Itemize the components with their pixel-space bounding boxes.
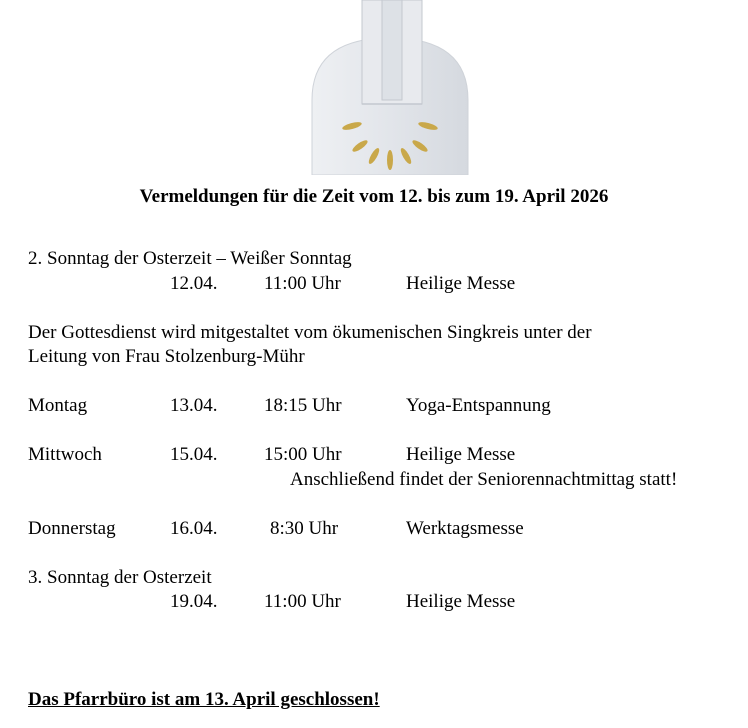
monday-date: 13.04. xyxy=(170,395,218,416)
sunday1-title: 2. Sonntag der Osterzeit – Weißer Sonntag xyxy=(28,248,352,269)
sunday2-date: 19.04. xyxy=(170,591,218,612)
monday-event: Yoga-Entspannung xyxy=(406,395,551,416)
sunday1-date: 12.04. xyxy=(170,273,218,294)
wednesday-day: Mittwoch xyxy=(28,444,102,465)
sunday2-time: 11:00 Uhr xyxy=(264,591,341,612)
thursday-date: 16.04. xyxy=(170,518,218,539)
office-closed-notice: Das Pfarrbüro ist am 13. April geschlossen! xyxy=(28,689,380,710)
page-title: Vermeldungen für die Zeit vom 12. bis zum 19. April 2026 xyxy=(139,186,609,207)
sunday2-event: Heilige Messe xyxy=(406,591,516,612)
monday-day: Montag xyxy=(28,395,88,416)
sunday2-title: 3. Sonntag der Osterzeit xyxy=(28,567,212,588)
wednesday-event: Heilige Messe xyxy=(406,444,516,465)
thursday-event: Werktagsmesse xyxy=(406,518,524,539)
church-altar-candle-icon xyxy=(310,0,470,175)
sunday1-time: 11:00 Uhr xyxy=(264,273,341,294)
thursday-day: Donnerstag xyxy=(28,518,116,539)
thursday-time: 8:30 Uhr xyxy=(270,518,339,539)
sunday1-event: Heilige Messe xyxy=(406,273,516,294)
wednesday-extra: Anschließend findet der Seniorennachtmittag statt! xyxy=(290,469,678,490)
note1-line1: Der Gottesdienst wird mitgestaltet vom ökumenischen Singkreis unter der xyxy=(28,322,592,343)
wednesday-date: 15.04. xyxy=(170,444,218,465)
note1-line2: Leitung von Frau Stolzenburg-Mühr xyxy=(28,346,305,367)
wednesday-time: 15:00 Uhr xyxy=(264,444,342,465)
monday-time: 18:15 Uhr xyxy=(264,395,342,416)
